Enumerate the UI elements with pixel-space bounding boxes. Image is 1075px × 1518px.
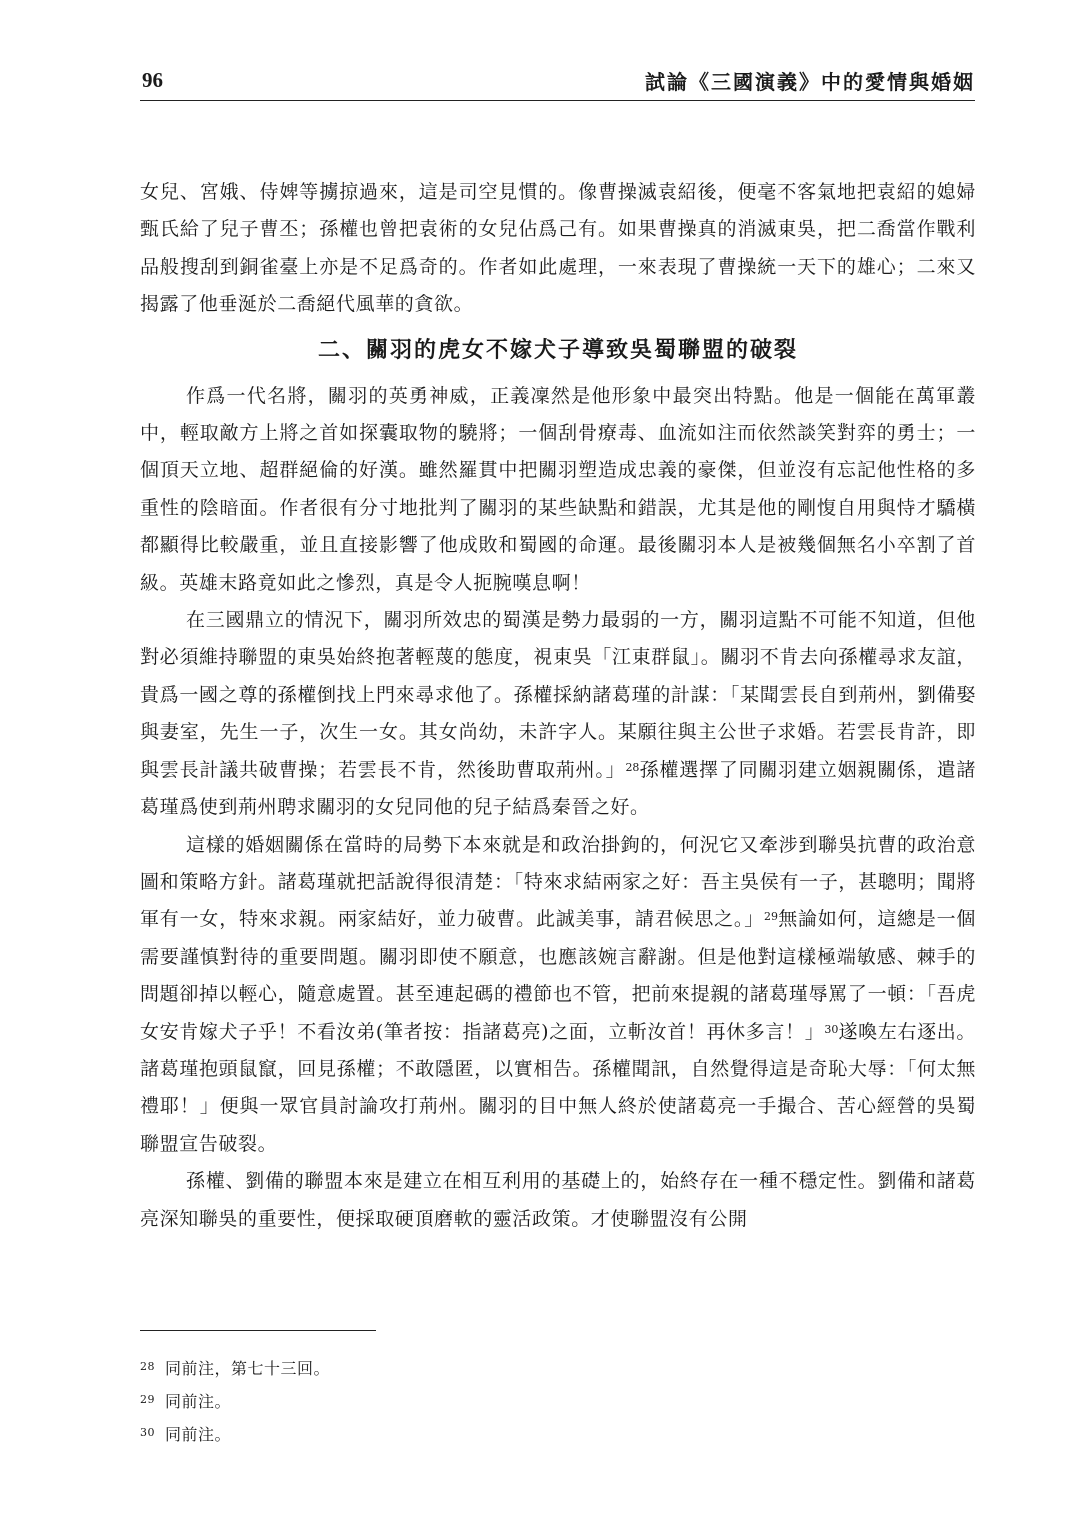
paragraph-3-text-a: 在三國鼎立的情況下，關羽所效忠的蜀漢是勢力最弱的一方，關羽這點不可能不知道，但他對必須維持聯盟的東吳始終抱著輕蔑的態度，視東吳「江東群鼠」。關羽不肯去向孫權尋求友誼，貴爲一國之尊的孫權倒找上門來尋求他了。孫權採納諸葛瑾的計謀：「某聞雲長自到荊州，劉備娶與妻室，先生一子，次生一女。其女尚幼，未許字人。某願往與主公世子求婚。若雲長肯許，即與雲長計議共破曹操；若雲長不肯，然後助曹取荊州。」	[140, 609, 976, 781]
footnote-number: 29	[140, 1393, 155, 1406]
paragraph-4-text-c: 遂喚左右逐出。諸葛瑾抱頭鼠竄，回見孫權；不敢隱匿，以實相告。孫權聞訊，自然覺得這是奇恥大辱：「何太無禮耶！」便與一眾官員討論攻打荊州。關羽的目中無人終於使諸葛亮一手撮合、苦心經營的吳蜀聯盟宣告破裂。	[140, 1020, 976, 1155]
paragraph-5: 孫權、劉備的聯盟本來是建立在相互利用的基礎上的，始終存在一種不穩定性。劉備和諸葛亮深知聯吳的重要性，便採取硬頂磨軟的靈活政策。才使聯盟沒有公開	[140, 1170, 976, 1230]
footnote-29	[140, 1385, 976, 1418]
body-text	[140, 174, 976, 1238]
footnote-number: 30	[140, 1426, 155, 1439]
paragraph-2: 作爲一代名將，關羽的英勇神威，正義凜然是他形象中最突出特點。他是一個能在萬軍叢中，輕取敵方上將之首如探囊取物的驍將；一個刮骨療毒、血流如注而依然談笑對弈的勇士；一個頂天立地、超群絕倫的好漢。雖然羅貫中把關羽塑造成忠義的豪傑，但並沒有忘記他性格的多重性的陰暗面。作者很有分寸地批判了關羽的某些缺點和錯誤，尤其是他的剛愎自用與恃才驕橫都顯得比較嚴重，並且直接影響了他成敗和蜀國的命運。最後關羽本人是被幾個無名小卒割了首級。英雄末路竟如此之慘烈，真是令人扼腕嘆息啊！	[140, 384, 976, 594]
page-header	[140, 62, 975, 101]
footnote-text: 同前注。	[165, 1392, 232, 1411]
paragraph-4	[140, 827, 976, 1164]
footnote-28	[140, 1352, 976, 1385]
footnote-number: 28	[140, 1360, 155, 1373]
paragraph-4-text-b: 無論如何，這總是一個需要謹慎對待的重要問題。關羽即使不願意，也應該婉言辭謝。但是他對這樣極端敏感、棘手的問題卻掉以輕心，隨意處置。甚至連起碼的禮節也不管，把前來提親的諸葛瑾辱罵了一頓：「吾虎女安肯嫁犬子乎！不看汝弟(筆者按：指諸葛亮)之面，立斬汝首！再休多言！」	[140, 908, 976, 1043]
footnote-ref-30[interactable]: 30	[824, 1022, 839, 1036]
footnote-ref-29[interactable]: 29	[764, 910, 779, 924]
page-number: 96	[142, 68, 163, 92]
paragraph-3-text-b: 孫權選擇了同關羽建立姻親關係，遣諸葛瑾爲使到荊州聘求關羽的女兒同他的兒子結爲秦晉之好。	[140, 758, 976, 819]
section-heading: 二、關羽的虎女不嫁犬子導致吳蜀聯盟的破裂	[317, 337, 798, 363]
footnotes	[140, 1352, 976, 1451]
footnote-text: 同前注。	[165, 1425, 232, 1444]
running-title: 試論《三國演義》中的愛情與婚姻	[645, 70, 975, 94]
footnote-30	[140, 1418, 976, 1451]
footnote-text: 同前注，第七十三回。	[165, 1359, 331, 1378]
footnote-separator	[140, 1330, 376, 1331]
paragraph-4-text-a: 這樣的婚姻關係在當時的局勢下本來就是和政治掛鉤的，何況它又牽涉到聯吳抗曹的政治意圖和策略方針。諸葛瑾就把話說得很清楚：「特來求結兩家之好：吾主吳侯有一子，甚聰明；聞將軍有一女，特來求親。兩家結好，並力破曹。此誠美事，請君候思之。」	[140, 833, 976, 931]
footnote-ref-28[interactable]: 28	[625, 760, 640, 774]
paragraph-3	[140, 602, 976, 826]
paragraph-1: 女兒、宮娥、侍婢等擄掠過來，這是司空見慣的。像曹操滅袁紹後，便毫不客氣地把袁紹的媳婦甄氏給了兒子曹丕；孫權也曾把袁術的女兒佔爲己有。如果曹操真的消滅東吳，把二喬當作戰利品般搜刮到銅雀臺上亦是不足爲奇的。作者如此處理，一來表現了曹操統一天下的雄心；二來又揭露了他垂涎於二喬絕代風華的貪欲。	[140, 181, 976, 316]
